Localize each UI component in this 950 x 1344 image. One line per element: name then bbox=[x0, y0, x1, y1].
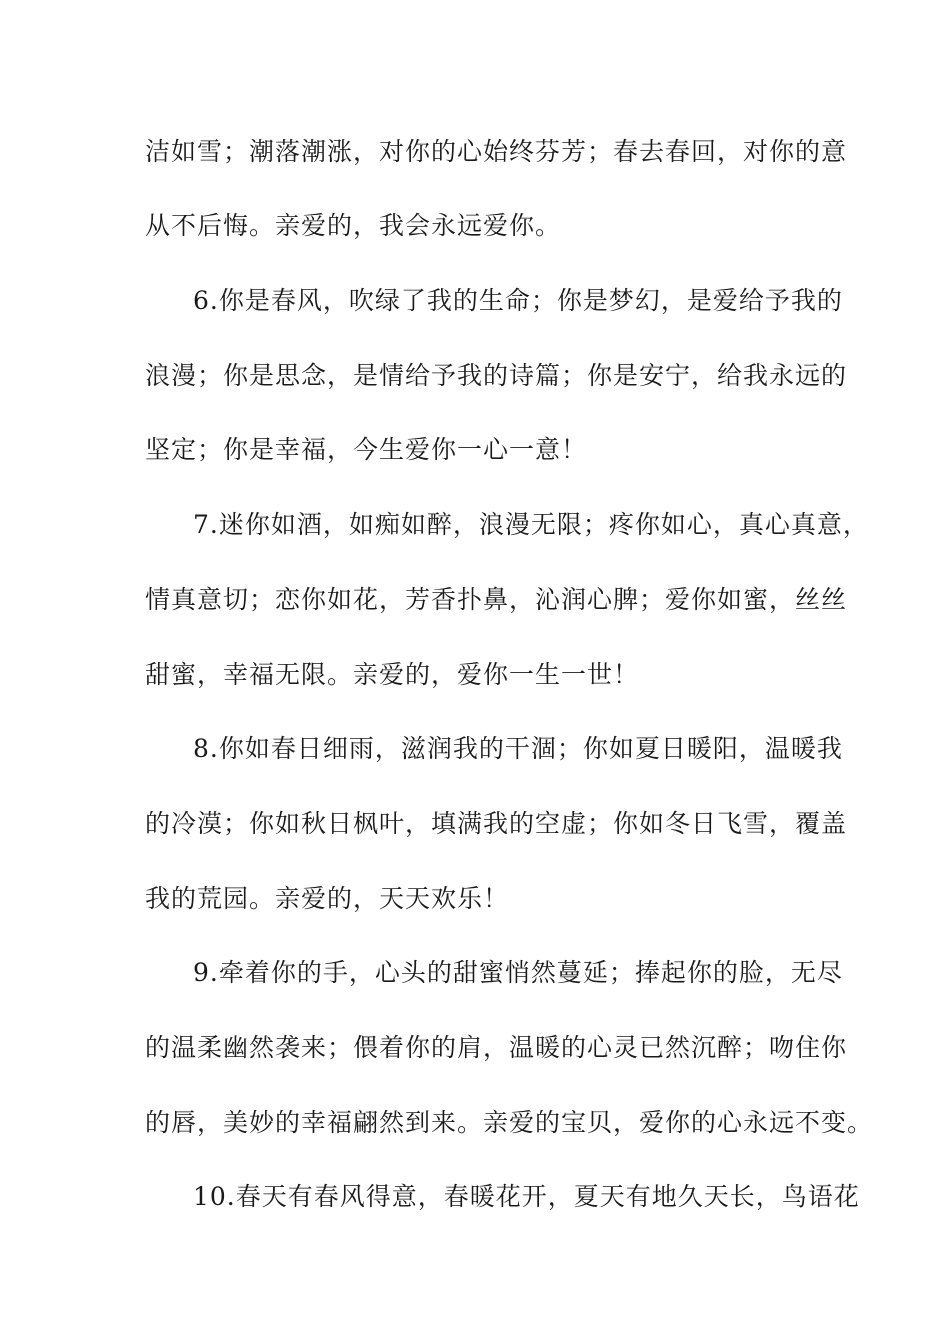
text-line: 的冷漠；你如秋日枫叶，填满我的空虚；你如冬日飞雪，覆盖 bbox=[145, 809, 848, 838]
text-line: 洁如雪；潮落潮涨，对你的心始终芬芳；春去春回，对你的意 bbox=[145, 137, 848, 166]
text-line: 10.春天有春风得意，春暖花开，夏天有地久天长，鸟语花 bbox=[193, 1182, 860, 1211]
text-line: 从不后悔。亲爱的，我会永远爱你。 bbox=[145, 211, 562, 240]
text-line: 9.牵着你的手，心头的甜蜜悄然蔓延；捧起你的脸，无尽 bbox=[193, 958, 843, 987]
text-line: 坚定；你是幸福，今生爱你一心一意！ bbox=[145, 435, 588, 464]
text-line: 的温柔幽然袭来；偎着你的肩，温暖的心灵已然沉醉；吻住你 bbox=[145, 1033, 848, 1062]
text-line: 6.你是春风，吹绿了我的生命；你是梦幻，是爱给予我的 bbox=[193, 286, 843, 315]
text-line: 的唇，美妙的幸福翩然到来。亲爱的宝贝，爱你的心永远不变。 bbox=[145, 1108, 874, 1137]
text-line: 甜蜜，幸福无限。亲爱的，爱你一生一世！ bbox=[145, 660, 640, 689]
text-line: 7.迷你如酒，如痴如醉，浪漫无限；疼你如心，真心真意， bbox=[193, 510, 869, 539]
text-line: 8.你如春日细雨，滋润我的干涸；你如夏日暖阳，温暖我 bbox=[193, 734, 843, 763]
text-line: 情真意切；恋你如花，芳香扑鼻，沁润心脾；爱你如蜜，丝丝 bbox=[145, 585, 848, 614]
text-line: 我的荒园。亲爱的，天天欢乐！ bbox=[145, 884, 510, 913]
text-line: 浪漫；你是思念，是情给予我的诗篇；你是安宁，给我永远的 bbox=[145, 361, 848, 390]
